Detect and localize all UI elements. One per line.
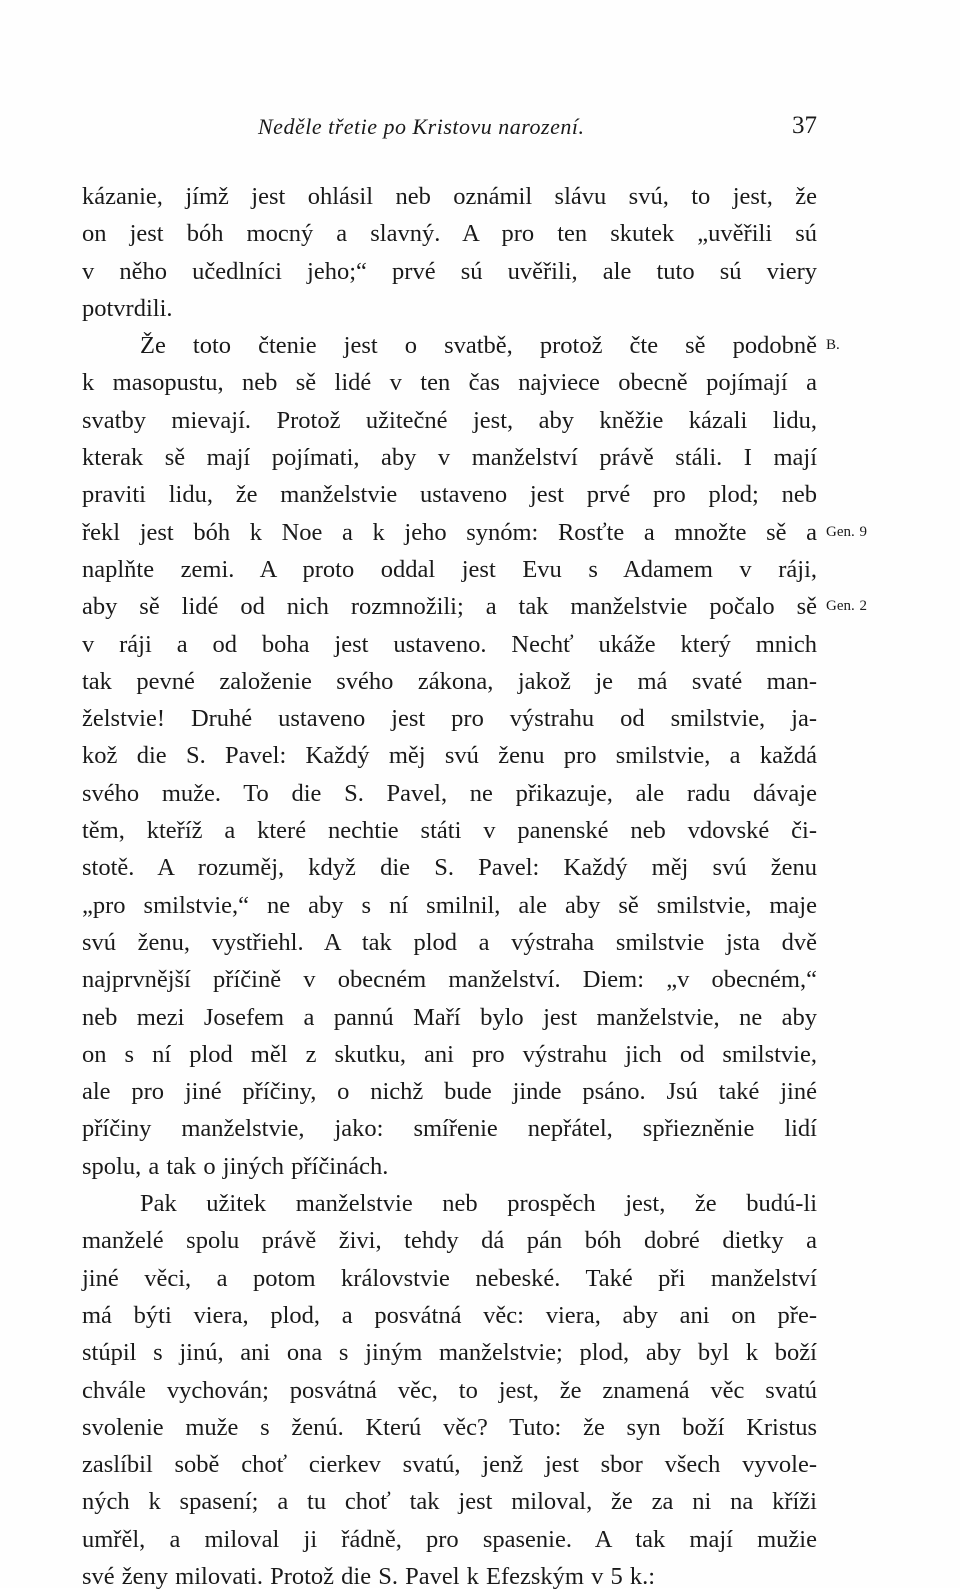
- text-line: [82, 1446, 817, 1483]
- line-text: naplňte zemi. A proto oddal jest Evu s Adamem v ráji,: [82, 555, 817, 583]
- line-text: ných k spasení; a tu choť tak jest miloval, že za ni na kříži: [82, 1488, 817, 1516]
- line-text: želstvie! Druhé ustaveno jest pro výstrahu od smilstvie, ja-: [82, 705, 817, 733]
- line-text: tak pevné založenie svého zákona, jakož je má svaté man-: [82, 667, 817, 695]
- line-text: svého muže. To die S. Pavel, ne přikazuje, ale radu dávaje: [82, 779, 817, 807]
- text-line: [82, 290, 817, 327]
- text-line: [82, 1483, 817, 1520]
- text-line: [82, 1073, 817, 1110]
- text-line: [82, 1260, 817, 1297]
- line-text: v ráji a od boha jest ustaveno. Nechť ukáže který mnich: [82, 630, 817, 658]
- line-text: řekl jest bóh k Noe a k jeho synóm: Rosťte a množte sě a: [82, 518, 817, 546]
- line-text: Pak užitek manželstvie neb prospěch jest, že budú-li: [140, 1190, 817, 1218]
- running-head: Neděle třetie po Kristovu narození.: [258, 114, 585, 139]
- line-text: manželé spolu právě živi, tehdy dá pán bóh dobré dietky a: [82, 1227, 817, 1255]
- text-line: [82, 514, 867, 551]
- line-text: kož die S. Pavel: Každý měj svú ženu pro smilstvie, a každá: [82, 742, 817, 770]
- text-line: [82, 737, 817, 774]
- line-text: svú ženu, vystřiehl. A tak plod a výstraha smilstvie jsta dvě: [82, 928, 817, 956]
- line-text: on jest bóh mocný a slavný. A pro ten skutek „uvěřili sú: [82, 220, 817, 248]
- line-text: Že toto čtenie jest o svatbě, protož čte sě podobně: [140, 332, 817, 360]
- line-text: potvrdili.: [82, 294, 173, 322]
- text-line: [82, 253, 817, 290]
- line-text: chvále vychován; posvátná věc, to jest, že znamená věc svatú: [82, 1376, 817, 1404]
- text-line: [82, 551, 817, 588]
- text-line: [82, 1222, 817, 1259]
- text-line: [82, 439, 817, 476]
- line-text: ale pro jiné příčiny, o nichž bude jinde psáno. Jsú také jiné: [82, 1078, 817, 1106]
- text-line: [82, 1521, 817, 1558]
- text-line: [82, 626, 817, 663]
- text-line: [82, 1110, 817, 1147]
- line-text: svatby mievají. Protož užitečné jest, aby kněžie kázali lidu,: [82, 406, 817, 434]
- text-line: [82, 887, 817, 924]
- text-line: [82, 215, 817, 252]
- line-text: zaslíbil sobě choť cierkev svatú, jenž jest sbor všech vyvole-: [82, 1451, 817, 1479]
- line-text: kterak sě mají pojímati, aby v manželství právě stáli. I mají: [82, 444, 817, 472]
- line-text: jiné věci, a potom královstvie nebeské. Také při manželství: [82, 1264, 817, 1292]
- line-text: stotě. A rozuměj, když die S. Pavel: Každý měj svú ženu: [82, 854, 817, 882]
- line-text: spolu, a tak o jiných příčinách.: [82, 1152, 389, 1180]
- text-line: [82, 1185, 817, 1222]
- line-text: „pro smilstvie,“ ne aby s ní smilnil, ale aby sě smilstvie, maje: [82, 891, 817, 919]
- line-text: aby sě lidé od nich rozmnožili; a tak manželstvie počalo sě: [82, 593, 817, 621]
- line-text: kázanie, jímž jest ohlásil neb oznámil slávu svú, to jest, že: [82, 183, 817, 210]
- text-line: [82, 700, 817, 737]
- line-text: on s ní plod měl z skutku, ani pro výstrahu jich od smilstvie,: [82, 1040, 817, 1068]
- line-text: najprvnější příčině v obecném manželství. Diem: „v obecném,“: [82, 966, 817, 994]
- line-text: neb mezi Josefem a pannú Maří bylo jest manželstvie, ne aby: [82, 1003, 817, 1031]
- page-number: 37: [792, 112, 817, 139]
- margin-reference: B.: [826, 337, 840, 354]
- text-line: [82, 476, 817, 513]
- line-text: příčiny manželstvie, jako: smířenie nepřátel, spřiezněnie lidí: [82, 1115, 817, 1143]
- text-line: [82, 327, 840, 364]
- text-line: [82, 775, 817, 812]
- margin-reference: Gen. 9: [826, 523, 867, 540]
- line-text: stúpil s jinú, ani ona s jiným manželstvie; plod, aby byl k boží: [82, 1339, 817, 1367]
- text-line: [82, 663, 817, 700]
- text-line: [82, 924, 817, 961]
- text-line: [82, 1409, 817, 1446]
- line-text: k masopustu, neb sě lidé v ten čas najviece obecně pojímají a: [82, 369, 817, 397]
- text-line: [82, 961, 817, 998]
- line-text: umřěl, a miloval ji řádně, pro spasenie. A tak mají mužie: [82, 1525, 817, 1553]
- text-line: [82, 402, 817, 439]
- text-line: [82, 1334, 817, 1371]
- text-line: [82, 588, 867, 625]
- text-line: [82, 178, 817, 215]
- text-line: [82, 1148, 817, 1185]
- line-text: praviti lidu, že manželstvie ustaveno jest prvé pro plod; neb: [82, 481, 817, 509]
- line-text: má býti viera, plod, a posvátná věc: viera, aby ani on pře-: [82, 1301, 817, 1329]
- text-line: [82, 1297, 817, 1334]
- text-body: [82, 178, 867, 1595]
- text-line: [82, 999, 817, 1036]
- line-text: těm, kteříž a které nechtie státi v panenské neb vdovské či-: [82, 817, 817, 845]
- line-text: své ženy milovati. Protož die S. Pavel k Efezským v 5 k.:: [82, 1562, 656, 1590]
- text-line: [82, 364, 817, 401]
- text-line: [82, 812, 817, 849]
- page-header: [82, 112, 817, 152]
- text-line: [82, 1036, 817, 1073]
- text-line: [82, 849, 817, 886]
- margin-reference: Gen. 2: [826, 598, 867, 615]
- line-text: v něho učedlníci jeho;“ prvé sú uvěřili, ale tuto sú viery: [82, 257, 817, 285]
- text-line: [82, 1372, 817, 1409]
- line-text: svolenie muže s ženú. Kterú věc? Tuto: že syn boží Kristus: [82, 1413, 817, 1441]
- text-line: [82, 1558, 817, 1595]
